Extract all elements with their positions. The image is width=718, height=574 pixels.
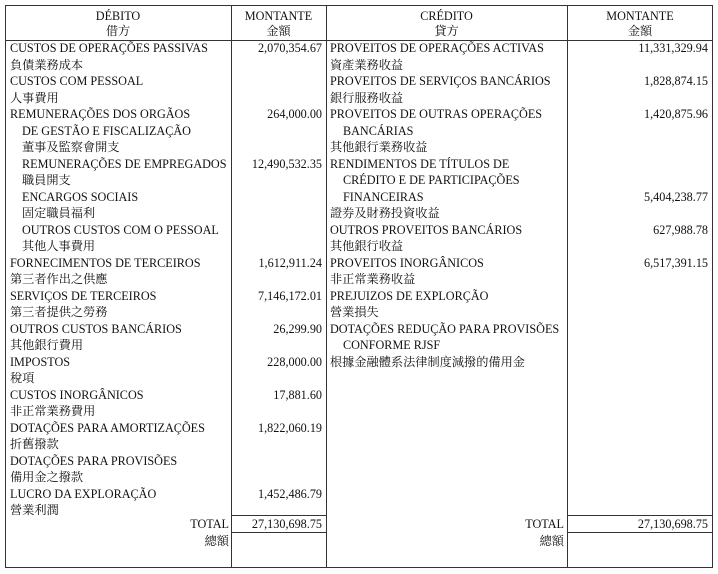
debit-label: OUTROS CUSTOS BANCÁRIOS xyxy=(10,321,182,336)
debit-label: 人事費用 xyxy=(10,90,59,105)
debit-label: DOTAÇÕES PARA PROVISÕES xyxy=(10,453,178,468)
credit-label: PROVEITOS INORGÂNICOS xyxy=(330,255,484,270)
header-credit-zh: 貸方 xyxy=(434,24,459,38)
debit-label: REMUNERAÇÕES DE EMPREGADOS xyxy=(22,156,227,171)
debit-amount: 12,490,532.35 xyxy=(251,156,322,171)
credit-label: 其他銀行收益 xyxy=(330,239,404,253)
credit-label: 銀行服務收益 xyxy=(330,90,404,105)
debit-label: FORNECIMENTOS DE TERCEIROS xyxy=(10,255,201,270)
debit-label: DOTAÇÕES PARA AMORTIZAÇÕES xyxy=(10,420,205,435)
total-rule xyxy=(231,532,326,533)
debit-amount: 17,881.60 xyxy=(273,387,322,402)
header-amount-credit: MONTANTE xyxy=(606,9,674,23)
credit-amount: 5,404,238.77 xyxy=(644,189,708,204)
debit-label: OUTROS CUSTOS COM O PESSOAL xyxy=(22,222,219,237)
credit-amount: 627,988.78 xyxy=(653,222,708,237)
header-amount-debit-zh: 金額 xyxy=(266,24,291,38)
total-label-credit: TOTAL xyxy=(525,517,564,531)
credit-amount: 1,420,875.96 xyxy=(644,107,708,121)
debit-label: 其他人事費用 xyxy=(22,239,96,253)
debit-label: LUCRO DA EXPLORAÇÃO xyxy=(10,486,157,501)
credit-label: DOTAÇÕES REDUÇÃO PARA PROVISÕES xyxy=(330,321,560,336)
debit-amount: 264,000.00 xyxy=(267,107,322,121)
debit-label: CUSTOS INORGÂNICOS xyxy=(10,387,144,402)
total-label-debit-zh: 總額 xyxy=(204,534,229,548)
credit-label: OUTROS PROVEITOS BANCÁRIOS xyxy=(330,222,523,237)
debit-label: SERVIÇOS DE TERCEIROS xyxy=(10,288,157,303)
credit-label: PROVEITOS DE OPERAÇÕES ACTIVAS xyxy=(330,41,544,55)
debit-label: 職員開支 xyxy=(22,173,71,187)
credit-label: PREJUIZOS DE EXPLORÇÃO xyxy=(330,288,489,303)
column-divider xyxy=(567,5,568,568)
debit-label: 稅項 xyxy=(10,371,35,385)
total-amount-credit: 27,130,698.75 xyxy=(637,517,708,531)
credit-label: 其他銀行業務收益 xyxy=(330,140,428,154)
credit-label: PROVEITOS DE OUTRAS OPERAÇÕES xyxy=(330,107,543,121)
debit-label: 其他銀行費用 xyxy=(10,338,84,352)
debit-label: CUSTOS DE OPERAÇÕES PASSIVAS xyxy=(10,41,208,55)
credit-label: BANCÁRIAS xyxy=(343,123,414,138)
column-divider xyxy=(326,5,327,568)
total-rule xyxy=(567,532,713,533)
header-debit-zh: 借方 xyxy=(105,24,131,38)
credit-label: 非正常業務收益 xyxy=(330,272,416,286)
debit-label: 營業利潤 xyxy=(10,503,59,517)
debit-label: 董事及監察會開支 xyxy=(22,140,120,154)
credit-label: PROVEITOS DE SERVIÇOS BANCÁRIOS xyxy=(330,74,551,88)
credit-amount: 6,517,391.15 xyxy=(644,255,708,270)
credit-label: 證券及財務投資收益 xyxy=(330,206,440,220)
header-amount-debit: MONTANTE xyxy=(244,9,313,23)
column-divider xyxy=(231,5,232,568)
debit-label: 非正常業務費用 xyxy=(10,404,96,418)
debit-label: 第三者作出之供應 xyxy=(10,272,108,286)
debit-label: DE GESTÃO E FISCALIZAÇÃO xyxy=(22,123,191,138)
credit-label: 根據金融體系法律制度減撥的備用金 xyxy=(330,354,525,369)
total-label-debit: TOTAL xyxy=(190,517,229,531)
debit-label: 固定職員福利 xyxy=(22,206,96,220)
debit-label: REMUNERAÇÕES DOS ORGÃOS xyxy=(10,107,191,121)
credit-label: 營業損失 xyxy=(330,305,379,319)
credit-label: CRÉDITO E DE PARTICIPAÇÕES xyxy=(343,173,520,187)
credit-label: CONFORME RJSF xyxy=(343,338,441,352)
debit-amount: 1,822,060.19 xyxy=(258,420,322,435)
credit-amount: 11,331,329.94 xyxy=(638,41,708,55)
debit-label: 折舊撥款 xyxy=(10,437,59,451)
debit-amount: 2,070,354.67 xyxy=(258,41,322,55)
debit-label: CUSTOS COM PESSOAL xyxy=(10,74,144,88)
credit-label: RENDIMENTOS DE TÍTULOS DE xyxy=(330,156,510,171)
credit-label: 資產業務收益 xyxy=(330,57,404,72)
debit-label: 備用金之撥款 xyxy=(10,470,84,484)
debit-amount: 1,452,486.79 xyxy=(258,486,322,501)
debit-amount: 228,000.00 xyxy=(267,354,322,369)
header-credit: CRÉDITO xyxy=(420,9,473,23)
total-amount-debit: 27,130,698.75 xyxy=(251,517,322,531)
debit-amount: 1,612,911.24 xyxy=(258,255,322,270)
debit-label: IMPOSTOS xyxy=(10,354,71,369)
credit-label: FINANCEIRAS xyxy=(343,189,424,204)
debit-amount: 7,146,172.01 xyxy=(258,288,322,303)
total-label-credit-zh: 總額 xyxy=(539,534,564,548)
header-debit: DÉBITO xyxy=(95,9,141,23)
debit-label: ENCARGOS SOCIAIS xyxy=(22,189,139,204)
debit-label: 第三者提供之勞務 xyxy=(10,305,108,319)
debit-amount: 26,299.90 xyxy=(273,321,322,336)
credit-amount: 1,828,874.15 xyxy=(644,74,708,88)
header-amount-credit-zh: 金額 xyxy=(627,24,653,38)
debit-label: 負債業務成本 xyxy=(10,57,84,72)
